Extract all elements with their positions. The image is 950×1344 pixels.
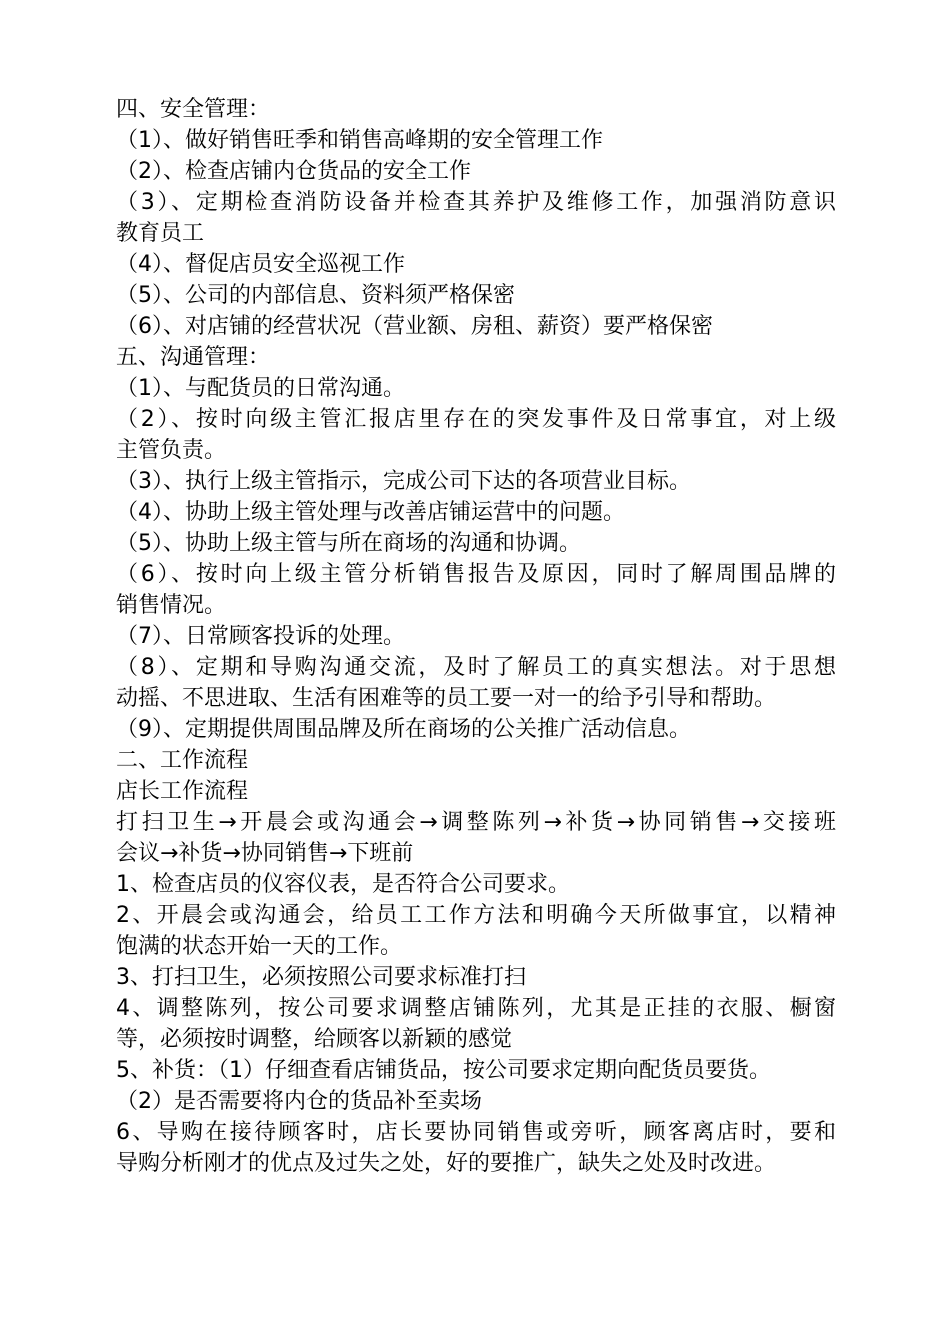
text-line: （5）、协助上级主管与所在商场的沟通和协调。 [116, 531, 581, 556]
document-body [116, 94, 836, 1179]
text-line: （2）、检查店铺内仓货品的安全工作 [116, 159, 471, 184]
subheading-manager-workflow: 店长工作流程 [116, 779, 249, 804]
workflow-sequence: 打扫卫生→开晨会或沟通会→调整陈列→补货→协同销售→交接班 [116, 810, 836, 835]
text-line: （3）、执行上级主管指示，完成公司下达的各项营业目标。 [116, 469, 691, 494]
text-line: （8）、定期和导购沟通交流，及时了解员工的真实想法。对于思想 [116, 655, 836, 680]
text-line: 教育员工 [116, 221, 205, 246]
heading-communication-management: 五、沟通管理： [116, 345, 271, 370]
text-line: （1）、做好销售旺季和销售高峰期的安全管理工作 [116, 128, 603, 153]
text-line: 5、补货：（1）仔细查看店铺货品，按公司要求定期向配货员要货。 [116, 1058, 771, 1083]
text-line: （1）、与配货员的日常沟通。 [116, 376, 405, 401]
text-line: 1、检查店员的仪容仪表，是否符合公司要求。 [116, 872, 570, 897]
text-line: 动摇、不思进取、生活有困难等的员工要一对一的给予引导和帮助。 [116, 686, 777, 711]
text-line: （4）、督促店员安全巡视工作 [116, 252, 405, 277]
text-line: （3）、定期检查消防设备并检查其养护及维修工作，加强消防意识 [116, 190, 836, 215]
text-line: （6）、按时向上级主管分析销售报告及原因，同时了解周围品牌的 [116, 562, 836, 587]
text-line: 6、导购在接待顾客时，店长要协同销售或旁听，顾客离店时，要和 [116, 1120, 836, 1145]
text-line: 饱满的状态开始一天的工作。 [116, 934, 403, 959]
heading-work-process: 二、工作流程 [116, 748, 249, 773]
text-line: （5）、公司的内部信息、资料须严格保密 [116, 283, 515, 308]
text-line: （2）、按时向级主管汇报店里存在的突发事件及日常事宜，对上级 [116, 407, 836, 432]
text-line: （7）、日常顾客投诉的处理。 [116, 624, 405, 649]
text-line: 等，必须按时调整，给顾客以新颖的感觉 [116, 1027, 513, 1052]
text-line: （9）、定期提供周围品牌及所在商场的公关推广活动信息。 [116, 717, 691, 742]
text-line: （4）、协助上级主管处理与改善店铺运营中的问题。 [116, 500, 625, 525]
text-line: 导购分析刚才的优点及过失之处，好的要推广，缺失之处及时改进。 [116, 1151, 777, 1176]
text-line: 主管负责。 [116, 438, 227, 463]
heading-safety-management: 四、安全管理： [116, 97, 271, 122]
text-line: 2、开晨会或沟通会，给员工工作方法和明确今天所做事宜，以精神 [116, 903, 836, 928]
text-line: 4、调整陈列，按公司要求调整店铺陈列，尤其是正挂的衣服、橱窗 [116, 996, 836, 1021]
workflow-sequence: 会议→补货→协同销售→下班前 [116, 841, 414, 866]
text-line: （6）、对店铺的经营状况（营业额、房租、薪资）要严格保密 [116, 314, 713, 339]
text-line: 3、打扫卫生，必须按照公司要求标准打扫 [116, 965, 526, 990]
text-line: （2）是否需要将内仓的货品补至卖场 [116, 1089, 482, 1114]
text-line: 销售情况。 [116, 593, 227, 618]
